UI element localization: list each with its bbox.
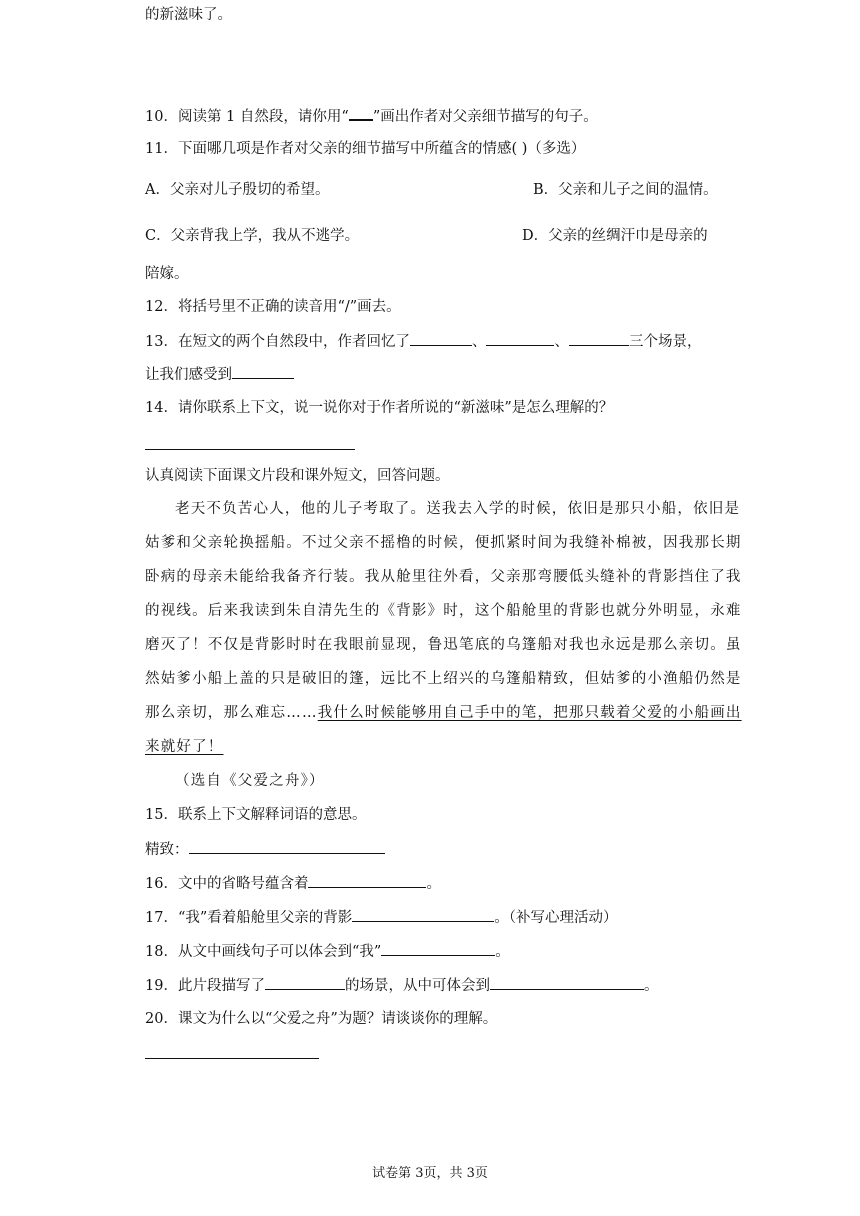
q13-separator-1: 、 xyxy=(471,334,487,350)
option-b: B．父亲和儿子之间的温情。 xyxy=(533,182,718,198)
option-d-continued: 陪嫁。 xyxy=(145,266,189,282)
q15-word-label: 精致： xyxy=(145,842,189,858)
question-11: 11．下面哪几项是作者对父亲的细节描写中所蕴含的情感( )（多选） xyxy=(145,141,586,157)
page-footer: 试卷第 3页，共 3页 xyxy=(372,1166,488,1181)
question-10 xyxy=(145,105,598,127)
passage-line-4: 的视线。后来我读到朱自清先生的《背影》时，这个船舱里的背影也就分外明显，永难 xyxy=(145,603,742,619)
question-15: 15．联系上下文解释词语的意思。 xyxy=(145,807,367,823)
q13-blank-2[interactable] xyxy=(486,331,554,346)
q19-blank-2[interactable] xyxy=(490,975,644,990)
passage-line-1: 老天不负苦心人，他的儿子考取了。送我去入学的时候，依旧是那只小船，依旧是 xyxy=(175,501,741,517)
question-16 xyxy=(145,873,441,894)
q16-prefix: 16．文中的省略号蕴含着 xyxy=(145,876,309,892)
passage-line-5: 磨灭了！不仅是背影时时在我眼前显现，鲁迅笔底的乌篷船对我也永远是那么亲切。虽 xyxy=(145,637,742,653)
question-13 xyxy=(145,331,701,352)
q10-suffix: ”画出作者对父亲细节描写的句子。 xyxy=(372,109,598,125)
q13-prefix: 13．在短文的两个自然段中，作者回忆了 xyxy=(145,334,410,350)
reading-instruction: 认真阅读下面课文片段和课外短文，回答问题。 xyxy=(145,468,450,484)
q15-word xyxy=(145,839,385,860)
q17-prefix: 17．“我”看着船舱里父亲的背影 xyxy=(145,910,353,926)
q19-suffix: 。 xyxy=(643,978,659,994)
question-12: 12．将括号里不正确的读音用“/”画去。 xyxy=(145,299,401,315)
q19-blank-1[interactable] xyxy=(265,975,345,990)
q18-suffix: 。 xyxy=(495,944,510,960)
option-d: D．父亲的丝绸汗巾是母亲的 xyxy=(522,228,708,244)
q13-blank-1[interactable] xyxy=(410,331,472,346)
passage-line-6: 然姑爹小船上盖的只是破旧的篷，远比不上绍兴的乌篷船精致，但姑爹的小渔船仍然是 xyxy=(145,671,742,687)
q20-answer-line[interactable] xyxy=(145,1058,319,1059)
option-c: C．父亲背我上学，我从不逃学。 xyxy=(145,228,360,244)
q19-middle: 的场景，从中可体会到 xyxy=(344,978,490,994)
question-14: 14．请你联系上下文，说一说你对于作者所说的“新滋味”是怎么理解的？ xyxy=(145,400,614,416)
option-a: A．父亲对儿子殷切的希望。 xyxy=(145,182,330,198)
q19-prefix: 19．此片段描写了 xyxy=(145,978,265,994)
passage-line-7-plain: 那么亲切，那么难忘…… xyxy=(145,705,318,721)
q13-blank-4[interactable] xyxy=(232,364,294,379)
question-17 xyxy=(145,907,618,928)
q18-blank[interactable] xyxy=(381,941,495,956)
q13-line2-text: 让我们感受到 xyxy=(145,367,232,383)
q13-blank-3[interactable] xyxy=(569,331,629,346)
q16-blank[interactable] xyxy=(308,873,426,888)
q17-blank[interactable] xyxy=(352,907,494,922)
q13-suffix: 三个场景， xyxy=(628,334,702,350)
underlined-sentence: 我什么时候能够用自己手中的笔，把那只载着父爱的小船画出 xyxy=(317,705,742,721)
q10-prefix: 10．阅读第 1 自然段，请你用“ xyxy=(145,109,349,125)
question-13-line-2 xyxy=(145,364,294,385)
passage-line-8: 来就好了！ xyxy=(145,739,224,755)
question-20: 20．课文为什么以“父爱之舟”为题？请谈谈你的理解。 xyxy=(145,1011,498,1027)
q16-suffix: 。 xyxy=(426,876,441,892)
question-18 xyxy=(145,941,510,962)
passage-line-3: 卧病的母亲未能给我备齐行装。我从舱里往外看，父亲那弯腰低头缝补的背影挡住了我 xyxy=(145,569,742,585)
q17-suffix: 。（补写心理活动） xyxy=(494,910,618,926)
passage-line-7 xyxy=(145,703,742,723)
question-19 xyxy=(145,975,658,996)
q18-prefix: 18．从文中画线句子可以体会到“我” xyxy=(145,944,382,960)
passage-source: （选自《父爱之舟》） xyxy=(175,773,325,789)
q15-blank[interactable] xyxy=(189,839,385,854)
continued-text: 的新滋味了。 xyxy=(145,7,232,23)
passage-line-2: 姑爹和父亲轮换摇船。不过父亲不摇橹的时候，便抓紧时间为我缝补棉被，因我那长期 xyxy=(145,535,742,551)
q13-separator-2: 、 xyxy=(554,334,569,350)
q14-answer-line[interactable] xyxy=(145,449,355,450)
underline-sample xyxy=(349,105,373,121)
